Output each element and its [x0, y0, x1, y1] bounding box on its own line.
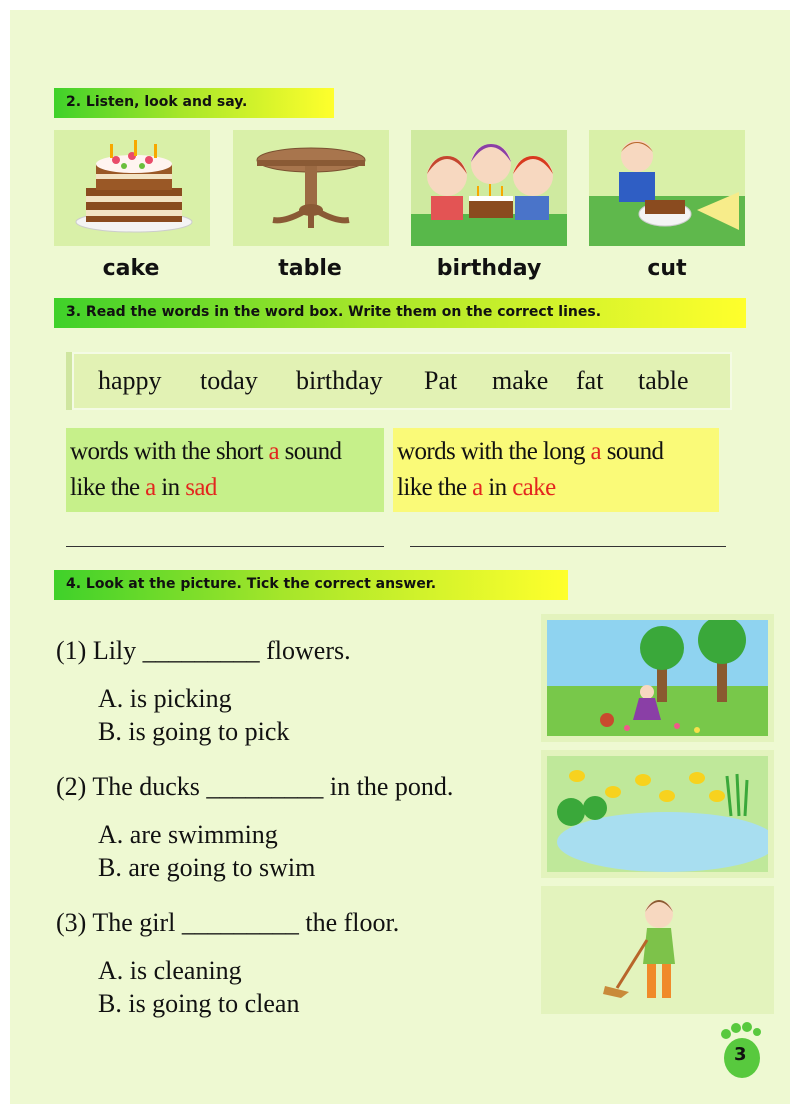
picture-lily-flowers: [541, 614, 774, 742]
question-3-option-a[interactable]: A. is cleaning: [98, 956, 242, 985]
birthday-picture: [411, 130, 567, 246]
question-2-option-b[interactable]: B. are going to swim: [98, 853, 316, 882]
red-letter: a: [145, 474, 156, 501]
question-1-option-a[interactable]: A. is picking: [98, 684, 232, 713]
caption-table: table: [278, 256, 342, 281]
red-letter: a: [472, 474, 483, 501]
word-box-word: Pat: [424, 366, 458, 395]
text-segment: like the: [70, 474, 146, 501]
question-1-stem: (1) Lily _________ flowers.: [56, 636, 351, 665]
table-picture: [233, 130, 389, 246]
caption-cut: cut: [647, 256, 687, 281]
text-segment: words with the short: [70, 438, 269, 465]
answer-line-long-a[interactable]: [410, 546, 726, 547]
example-word-sad: sad: [185, 474, 217, 501]
word-box-word: happy: [98, 366, 162, 395]
long-a-box-line-2: [397, 474, 556, 502]
word-box-word: fat: [576, 366, 604, 395]
question-3-stem: (3) The girl _________ the floor.: [56, 908, 400, 937]
cake-picture: [54, 130, 210, 246]
section-2-title: 2. Listen, look and say.: [66, 94, 248, 110]
red-letter: a: [590, 438, 602, 465]
short-a-box-line-1: [70, 438, 341, 466]
short-a-box: [66, 428, 384, 512]
question-1-option-b[interactable]: B. is going to pick: [98, 717, 290, 746]
section-4-banner: [54, 570, 568, 600]
example-word-cake: cake: [512, 474, 556, 501]
page-number: 3: [734, 1044, 747, 1065]
section-4-title: 4. Look at the picture. Tick the correct answer.: [66, 576, 437, 592]
question-3-option-b[interactable]: B. is going to clean: [98, 989, 300, 1018]
word-box-word: today: [200, 366, 258, 395]
question-2-option-a[interactable]: A. are swimming: [98, 820, 278, 849]
text-segment: in: [482, 474, 513, 501]
word-box-word: birthday: [296, 366, 383, 395]
section-2-banner: [54, 88, 334, 118]
caption-birthday: birthday: [436, 256, 542, 281]
question-2-stem: (2) The ducks _________ in the pond.: [56, 772, 454, 801]
text-segment: sound: [279, 438, 342, 465]
section-3-banner: [54, 298, 746, 328]
section-3-title: 3. Read the words in the word box. Write them on the correct lines.: [66, 304, 602, 320]
answer-line-short-a[interactable]: [66, 546, 384, 547]
page-number-badge: [716, 1020, 764, 1080]
word-box-word: table: [638, 366, 689, 395]
text-segment: in: [155, 474, 186, 501]
text-segment: words with the long: [397, 438, 591, 465]
word-box-word: make: [492, 366, 549, 395]
picture-ducks-pond: [541, 750, 774, 878]
cut-picture: [589, 130, 745, 246]
word-box: [66, 352, 732, 410]
text-segment: sound: [601, 438, 664, 465]
picture-girl-sweeping: [541, 886, 774, 1014]
red-letter: a: [268, 438, 279, 465]
short-a-box-line-2: [70, 474, 217, 502]
long-a-box: [393, 428, 719, 512]
text-segment: like the: [397, 474, 473, 501]
long-a-box-line-1: [397, 438, 663, 466]
caption-cake: cake: [102, 256, 160, 281]
